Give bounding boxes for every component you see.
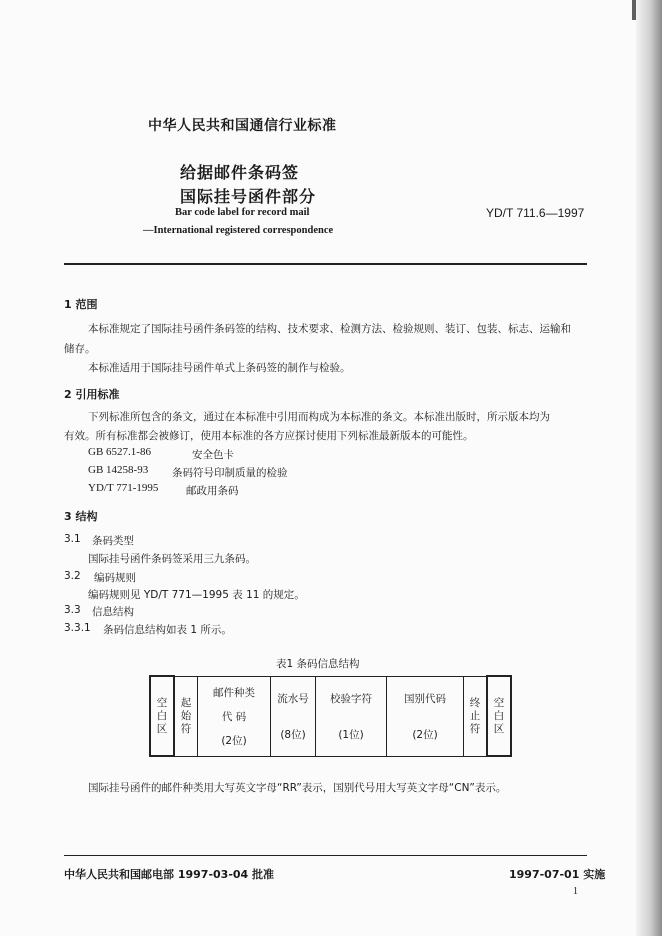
page-number: 1	[573, 886, 578, 897]
header-rule	[64, 263, 587, 265]
column-label-line2: 代 码	[221, 710, 247, 723]
column-label: 终止符	[469, 696, 481, 735]
section-3-1-number: 3.1	[64, 533, 81, 545]
title-en-line1: Bar code label for record mail	[175, 207, 310, 218]
section-2-para1-line1: 下列标准所包含的条文，通过在本标准中引用而构成为本标准的条文。本标准出版时，所示版本均为	[88, 411, 550, 423]
column-label: 空白区	[493, 696, 505, 735]
scan-edge-right	[636, 0, 662, 936]
column-label: 邮件种类	[213, 686, 255, 699]
section-3-3-title: 信息结构	[92, 606, 134, 618]
section-3-1-text: 国际挂号函件条码签采用三九条码。	[88, 553, 256, 565]
column-width-note: (2位)	[412, 728, 438, 741]
column-width-note: (8位)	[280, 728, 306, 741]
table-cell	[387, 676, 464, 756]
reference-title: 条码符号印制质量的检验	[172, 467, 288, 479]
standard-name: 中华人民共和国通信行业标准	[148, 118, 337, 134]
approval-date: 中华人民共和国邮电部 1997-03-04 批准	[64, 868, 275, 881]
section-3-2-text: 编码规则见 YD/T 771—1995 表 11 的规定。	[88, 589, 305, 601]
table-cell	[174, 676, 198, 756]
title-cn-line2: 国际挂号函件部分	[180, 187, 317, 206]
note-text: 国际挂号函件的邮件种类用大写英文字母“RR”表示，国别代号用大写英文字母“CN”表示。	[88, 782, 507, 794]
reference-code: YD/T 771-1995	[88, 482, 159, 494]
table-row	[150, 676, 511, 756]
reference-title: 安全色卡	[192, 449, 234, 461]
column-label: 起始符	[180, 696, 192, 735]
section-3-1-title: 条码类型	[92, 535, 134, 547]
column-label: 空白区	[156, 696, 168, 735]
section-3-3-1-number: 3.3.1	[64, 622, 91, 634]
section-3-heading: 3 结构	[64, 510, 98, 523]
section-3-3-number: 3.3	[64, 604, 81, 616]
column-width-note: (1位)	[338, 728, 364, 741]
section-1-para1-line1: 本标准规定了国际挂号函件条码签的结构、技术要求、检测方法、检验规则、装订、包装、标志、运输和	[88, 323, 571, 335]
reference-code: GB 6527.1-86	[88, 446, 151, 458]
column-label: 流水号	[277, 692, 309, 705]
section-2-para1-line2: 有效。所有标准都会被修订，使用本标准的各方应探讨使用下列标准最新版本的可能性。	[64, 430, 474, 442]
section-1-para2: 本标准适用于国际挂号函件单式上条码签的制作与检验。	[88, 362, 351, 374]
column-label: 国别代码	[404, 692, 446, 705]
table-cell	[316, 676, 387, 756]
reference-title: 邮政用条码	[186, 485, 239, 497]
footer-rule	[64, 855, 587, 856]
table-cell	[150, 676, 174, 756]
section-2-heading: 2 引用标准	[64, 388, 120, 401]
table-cell	[464, 676, 488, 756]
reference-code: GB 14258-93	[88, 464, 149, 476]
table-cell	[271, 676, 316, 756]
table-cell	[487, 676, 511, 756]
table-caption: 表1 条码信息结构	[276, 658, 360, 670]
barcode-structure-table	[149, 675, 512, 757]
column-label: 校验字符	[330, 692, 372, 705]
section-1-para1-line2: 储存。	[64, 343, 96, 355]
section-1-heading: 1 范围	[64, 298, 98, 311]
table-cell	[198, 676, 271, 756]
section-3-3-1-text: 条码信息结构如表 1 所示。	[103, 624, 232, 636]
section-3-2-title: 编码规则	[94, 572, 136, 584]
standard-code: YD/T 711.6—1997	[486, 206, 585, 220]
section-3-2-number: 3.2	[64, 570, 81, 582]
effective-date: 1997-07-01 实施	[509, 868, 606, 881]
column-width-note: (2位)	[221, 734, 247, 747]
title-en-line2: —International registered correspondence	[143, 225, 334, 236]
title-cn-line1: 给据邮件条码签	[180, 163, 300, 182]
